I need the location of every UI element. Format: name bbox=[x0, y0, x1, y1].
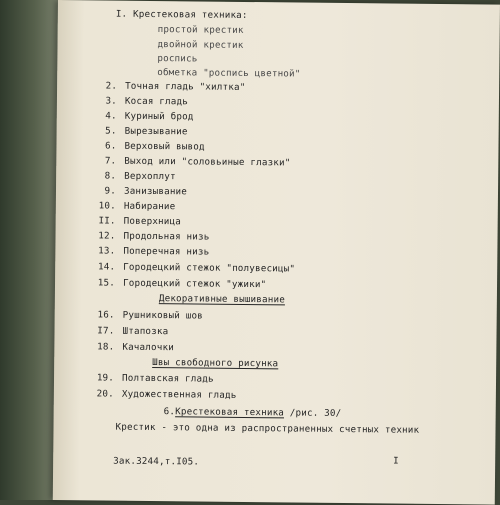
list-item: 5. Вырезывание bbox=[105, 125, 188, 138]
list-item: II. Поверхница bbox=[98, 215, 182, 228]
list-item: 3. Косая гладь bbox=[105, 95, 189, 108]
section-heading-free: Швы свободного рисунка bbox=[152, 357, 279, 370]
sub-item-4: обметка "роспись цветной" bbox=[157, 67, 301, 80]
list-item: 13. Поперечная низь bbox=[98, 245, 210, 258]
list-item: 18. Качалочки bbox=[97, 341, 175, 354]
page-number: I bbox=[393, 455, 399, 467]
sub-item-2: двойной крестик bbox=[157, 39, 244, 51]
body-paragraph: Крестик - это одна из распространенных счетных техник bbox=[115, 421, 420, 436]
list-item: 12. Продольная низь bbox=[98, 230, 210, 243]
document-page bbox=[53, 0, 500, 505]
list-item: 16. Рушниковый шов bbox=[97, 309, 204, 322]
list-item: 19. Полтавская гладь bbox=[96, 372, 214, 385]
section-heading-decorative: Декоративные вышивание bbox=[158, 293, 286, 306]
list-item: 8. Верхоплут bbox=[104, 170, 176, 183]
list-item: 20. Художественная гладь bbox=[96, 388, 237, 401]
list-item: 7. Выход или "соловьиные глазки" bbox=[104, 155, 291, 169]
sub-item-1: простой крестик bbox=[157, 24, 244, 36]
list-item: 15. Городецкий стежок "ужики" bbox=[97, 277, 267, 291]
list-item: 9. Занизывание bbox=[104, 185, 188, 198]
list-item: 4. Куриный брод bbox=[105, 110, 194, 123]
list-item-1-heading: I. Крестековая техника: bbox=[115, 8, 248, 21]
order-reference: Зак.3244,т.I05. bbox=[113, 455, 200, 468]
list-item: 14. Городецкий стежок "полувесицы" bbox=[97, 261, 296, 275]
sub-item-3: роспись bbox=[157, 53, 198, 65]
list-item: 2. Точная гладь "хилтка" bbox=[105, 80, 246, 93]
list-item: 10. Набирание bbox=[98, 200, 176, 213]
section-heading: 6.Крестековая техника /рис. 30/ bbox=[163, 406, 342, 419]
list-item: 6. Верховый вывод bbox=[104, 140, 205, 153]
list-item: I7. Штапозка bbox=[97, 325, 169, 338]
section-heading-title: Крестековая техника bbox=[175, 406, 285, 419]
